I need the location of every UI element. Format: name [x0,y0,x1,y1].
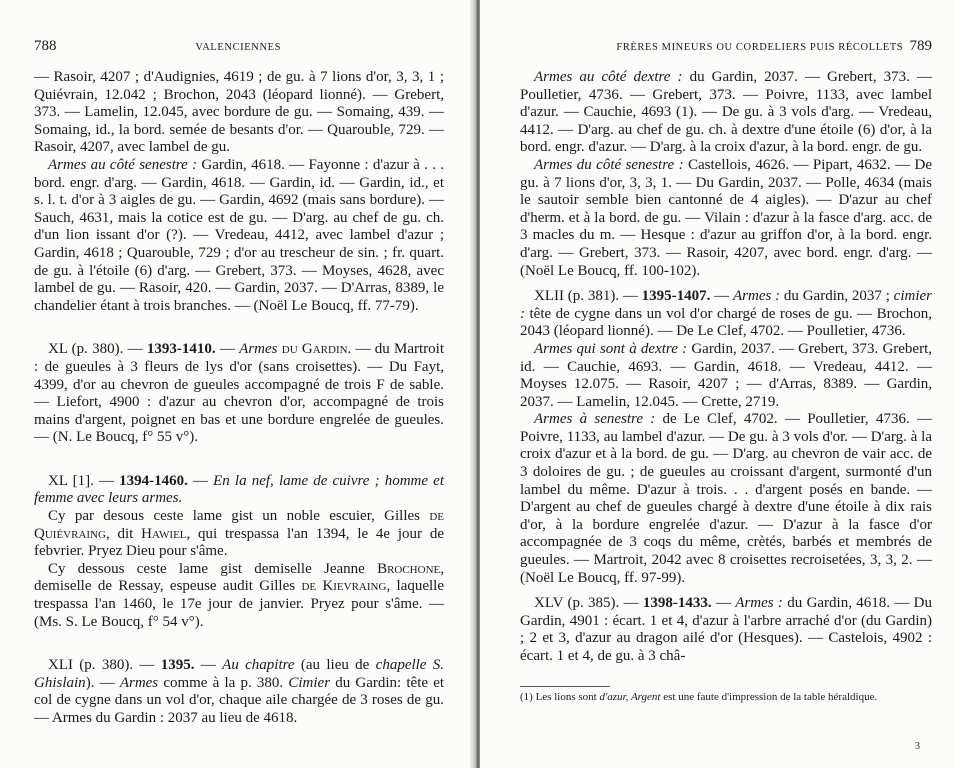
epitaph-jeanne: Cy dessous ceste lame gist demiselle Jeanne Brochone, demiselle de Ressay, espeuse audit Gilles de Kievraing, laquelle trespassa l'an 1460, le 17e jour de janvier. Pryez pour s'âme. — (Ms. S. Le Boucq, f° 54 v°). [34,560,445,630]
entry-xli: XLI (p. 380). — 1395. — Au chapitre (au lieu de chapelle S. Ghislain). — Armes comme à la p. 380. Cimier du Gardin: tête et col de cygne dans un vol d'or, chaque aile chargée de 3 roses de gu. — Armes du Gardin : 2037 au lieu de 4618. [34,657,445,726]
epitaph-gilles: Cy par desous ceste lame gist un noble escuier, Gilles de Quiévraing, dit Hawiel, qui trespassa l'an 1394, le 4e jour de febvrier. Pryez Dieu pour s'âme. [34,508,444,560]
right-page-header [520,38,932,55]
footnote: (1) Les lions sont d'azur, Argent est une faute d'impression de la table héraldique. [520,690,878,703]
entry-xl-1: XL [1]. — 1394-1460. — En la nef, lame de cuivre ; homme et femme avec leurs armes. [34,472,444,507]
footnote-rule [520,686,610,687]
right-running-head: FRÈRES MINEURS OU CORDELIERS PUIS RÉCOLLETS [616,42,904,53]
entry-xlv: XLV (p. 385). — 1398-1433. — Armes : du Gardin, 4618. — Du Gardin, 4901 : écart. 1 et 4, d'azur à l'arbre arraché d'or (du Gardin) ; 2 et 3, d'azur au dragon ailé d'or (Hesques). — Castelois, 4902 : écart. 1 et 4, de gu. à 3 châ- [520,595,932,664]
paragraph-armes-dextre: Armes au côté dextre : du Gardin, 2037. — Grebert, 373. — Poulletier, 4736. — Grebert, 373. — Poivre, 1133, avec lambel d'azur. — Cauchie, 4693 (1). — De gu. à 3 vols d'arg. — Vredeau, 4412. — D'arg. au chef de gu. ch. à dextre d'une étoile (6) d'or, à la bord. engr. d'azur. — D'arg. à la croix d'azur, à la bord. engr. de gu. [520,69,932,156]
left-page-text [34,69,444,728]
right-page [480,0,954,768]
paragraph-armes-senestre-right: Armes du côté senestre : Castellois, 4626. — Pipart, 4632. — De gu. à 7 lions d'or, 3, 3, 1. — Du Gardin, 2037. — Polle, 4634 (mais le sautoir semble bien cantonné de 4 aigles). — D'azur au chef d'herm. et à la bord. de gu. — Vilain : d'azur à la fasce d'arg. acc. de 3 macles du m. — Hesque : d'azur au griffon d'or, à la bord. engr. d'arg. — Grebert, 373. — Rasoir, 4207, avec bord. engr. d'arg. — (Noël Le Boucq, ff. 100-102). [520,156,932,279]
entry-xl: XL (p. 380). — 1393-1410. — Armes du Gardin. — du Martroit : de gueules à 3 fleurs de lys d'or (sans croisettes). — Du Fayt, 4399, d'or au chevron de gueules accompagné de trois F de sable. — Liefort, 4900 : d'azur au chevron d'or, accompagné de trois mains d'argent, poignet en bas et une bordure engrelée de gueules. — (N. Le Boucq, f° 55 v°). [34,341,445,446]
paragraph-armorial-list: — Rasoir, 4207 ; d'Audignies, 4619 ; de gu. à 7 lions d'or, 3, 3, 1 ; Quiévrain, 12.042 ; Brochon, 2043 (léopard lionné). — Grebert, 373. — Lamelin, 12.045, avec bordure de gu. — Somaing, 439. — Somaing, id., la bord. semée de besants d'or. — Quarouble, 729. — Rasoir, 4207, avec lambel de gu. [34,69,444,156]
right-page-number: 789 [909,38,932,54]
signature-mark: 3 [915,741,920,752]
paragraph-armes-a-dextre: Armes qui sont à dextre : Gardin, 2037. — Grebert, 373. Grebert, id. — Cauchie, 4693. — Gardin, 4618. — Vredeau, 4412. — Moyses 12.075. — Rasoir, 4207 ; — d'Arras, 8389. — Gardin, 2037. — Lamelin, 12.045. — Crette, 2719. [520,340,933,410]
left-page [0,0,474,768]
right-page-text [520,69,932,666]
left-page-header [34,38,444,55]
left-running-head: VALENCIENNES [195,42,282,53]
paragraph-armes-a-senestre: Armes à senestre : de Le Clef, 4702. — Poulletier, 4736. — Poivre, 1133, au lambel d'azur. — De gu. à 3 vols d'or. — D'arg. à la croix d'azur et à la bord. de gu. — D'arg. au chevron de vair acc. de 3 doloires de gu. ; de gueules au croissant d'argent, surmonté d'un lambel du même. D'azur à trois. . . d'argent posés en bande. — D'argent au chef de gueules chargé à dextre d'une étoile à dix rais d'or, à la bordure engrelée d'azur. — D'azur à la fasce d'or accompagnée de 3 coqs du même, crètés, barbés et membrés de gueules. — Martroit, 2042 avec 8 croisettes recroisetées, 3, 3, 2. — (Noël Le Boucq, ff. 97-99). [520,411,932,586]
paragraph-armes-senestre: Armes au côté senestre : Gardin, 4618. — Fayonne : d'azur à . . . bord. engr. d'arg. — Gardin, 4618. — Gardin, id. — Gardin, id., et s. l. t. d'or à 3 aigles de gu. — Gardin, 4692 (mais sans bordure). — Sauch, 4631, mais la cotice est de gu. — D'arg. au chef de gu. ch. d'un lion issant d'or (?). — Vredeau, 4412, avec lambel d'azur ; Gardin, 4618 ; Quarouble, 729 ; d'or au trescheur de sin. ; fr. quart. de gu. à l'étoile (6) d'arg. — Grebert, 373. — Moyses, 4628, avec lambel de gu. — Rasoir, 420. — Gardin, 2037. — D'Arras, 8389, le chandelier étant à trois branches. — (Noël Le Boucq, ff. 77-79). [34,156,444,314]
entry-xlii: XLII (p. 381). — 1395-1407. — Armes : du Gardin, 2037 ; cimier : tête de cygne dans un vol d'or chargé de roses de gu. — Brochon, 2043 (léopard lionné). — De Le Clef, 4702. — Poulletier, 4736. [520,288,932,340]
left-page-number: 788 [34,38,57,54]
